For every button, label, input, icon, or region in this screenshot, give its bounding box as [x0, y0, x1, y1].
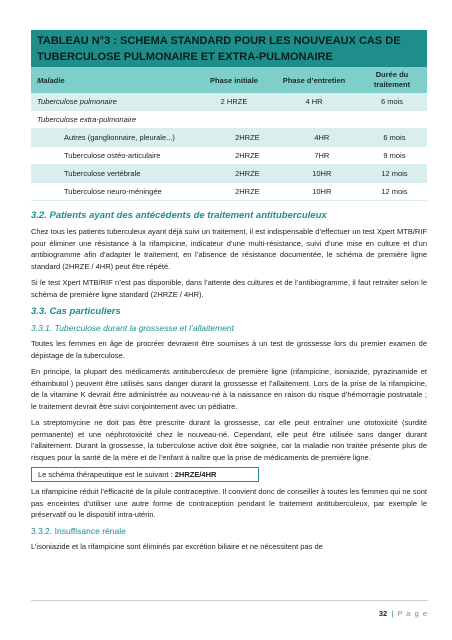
table-cell: 12 mois	[381, 187, 408, 196]
header-phase-entretien: Phase d’entretien	[282, 75, 346, 85]
table-cell: Tuberculose ostéo-articulaire	[64, 151, 161, 160]
page-label: P a g e	[397, 609, 428, 618]
table-header-row	[31, 67, 427, 93]
paragraph: L’isoniazide et la rifampicine sont éliminés par excrétion biliaire et ne nécessitent pas de	[31, 541, 323, 551]
footer-divider	[31, 600, 428, 601]
table-row	[31, 93, 427, 111]
paragraph: La rifampicine réduit l’efficacité de la pilule contraceptive. Il convient donc de conseiller à toutes les femmes qui ne sont pas enceintes d’utiliser une autre forme de contraception pendant le traitement antituberculeux, par exemple le préservatif ou le dispositif intra-utérin.	[31, 487, 427, 519]
table-cell: 9 mois	[383, 151, 406, 160]
table-cell: Autres (ganglionnaire, pleurale...)	[64, 133, 175, 142]
table-row	[31, 165, 427, 183]
table-cell: Tuberculose neuro-méningée	[64, 187, 162, 196]
table-cell: 7HR	[314, 151, 330, 160]
header-maladie: Maladie	[37, 75, 65, 85]
page-footer	[379, 609, 428, 618]
regimen-note-value: 2HRZE/4HR	[174, 470, 217, 479]
table-cell: 2HRZE	[235, 169, 260, 178]
table-row	[31, 111, 427, 129]
table-cell: 2 HRZE	[220, 97, 248, 106]
paragraph: Chez tous les patients tuberculeux ayant déjà suivi un traitement, il est indispensable d’effectuer un test Xpert MTB/RIF pour éliminer une résistance à la rifampicine, indicateur d’une multi-résistance, suivi d’une mise en culture et d’un antibiogramme afin d’adapter le traitement, en l’absence de résistance documentée, le schéma de première ligne standard (2HRZE / 4HR) peut être répété.	[31, 227, 427, 271]
table-cell: Tuberculose extra-pulmonaire	[37, 115, 137, 124]
table-cell: 6 mois	[383, 133, 406, 142]
paragraph: Si le test Xpert MTB/RIF n’est pas disponible, dans l’attente des cultures et de l’antibiogramme, il faut retraiter selon le schéma de première ligne standard (2HRZE / 4HR).	[31, 278, 427, 299]
table-cell: 10HR	[312, 187, 332, 196]
paragraph: En principe, la plupart des médicaments antituberculeux de première ligne (rifampicine, isoniazide, pyrazinamide et éthambutol ) peuvent être utilisés sans danger durant la grossesse et l’allaitement. Lors de la prise de la rifampicine, de la vitamine K devrait être administrée au nouveau-né à la naissance en raison du risque d’hémorragie postnatale ; le traitement devrait être suivi conjointement avec un pédiatre.	[31, 367, 427, 411]
table-row	[31, 147, 427, 165]
table-cell: 6 mois	[380, 97, 404, 106]
table-row	[31, 183, 427, 201]
table-cell: 4HR	[314, 133, 330, 142]
table-cell: 2HRZE	[235, 187, 260, 196]
paragraph: Toutes les femmes en âge de procréer devraient être soumises à un test de grossesse lors du premier examen de dépistage de la tuberculose.	[31, 339, 427, 360]
treatment-table	[31, 30, 427, 201]
table-cell: 2HRZE	[235, 133, 260, 142]
footer-separator: |	[391, 609, 394, 618]
table-title: TABLEAU N°3 : SCHEMA STANDARD POUR LES NOUVEAUX CAS DE TUBERCULOSE PULMONAIRE ET EXTRA-PULMONAIRE	[31, 30, 427, 67]
subsection-3-3-1-heading: 3.3.1. Tuberculose durant la grossesse et l’allaitement	[31, 323, 235, 333]
regimen-note-label: Le schéma thérapeutique est le suivant :	[38, 470, 173, 479]
table-cell: 4 HR	[305, 97, 323, 106]
header-phase-initiale: Phase initiale	[210, 75, 258, 85]
table-cell: Tuberculose pulmonaire	[37, 97, 117, 106]
table-cell: 10HR	[312, 169, 332, 178]
regimen-note-box	[31, 467, 259, 482]
section-3-2-heading: 3.2. Patients ayant des antécédents de traitement antituberculeux	[31, 210, 327, 221]
subsection-3-3-2-heading: 3.3.2. Insuffisance rénale	[31, 525, 126, 536]
table-cell: Tuberculose vertébrale	[64, 169, 141, 178]
section-3-3-heading: 3.3. Cas particuliers	[31, 306, 121, 317]
table-cell: 2HRZE	[235, 151, 260, 160]
page-number: 32	[378, 609, 388, 618]
table-cell: 12 mois	[381, 169, 408, 178]
table-row	[31, 129, 427, 147]
page-content	[31, 30, 427, 552]
header-duree: Durée du traitement	[373, 70, 411, 89]
paragraph: La streptomycine ne doit pas être prescrite durant la grossesse, car elle peut entraîner une ototoxicité (surdité permanente) et une néphrotoxicité chez le nouveau-né. Cependant, elle peut être utilisée sans danger durant l’allaitement. Durant la grossesse, la tuberculose active doit être soignée, car la maladie non traitée présente plus de risques pour la santé de la mère et de l’enfant à naître que la prise de médicaments de première ligne.	[31, 418, 427, 462]
